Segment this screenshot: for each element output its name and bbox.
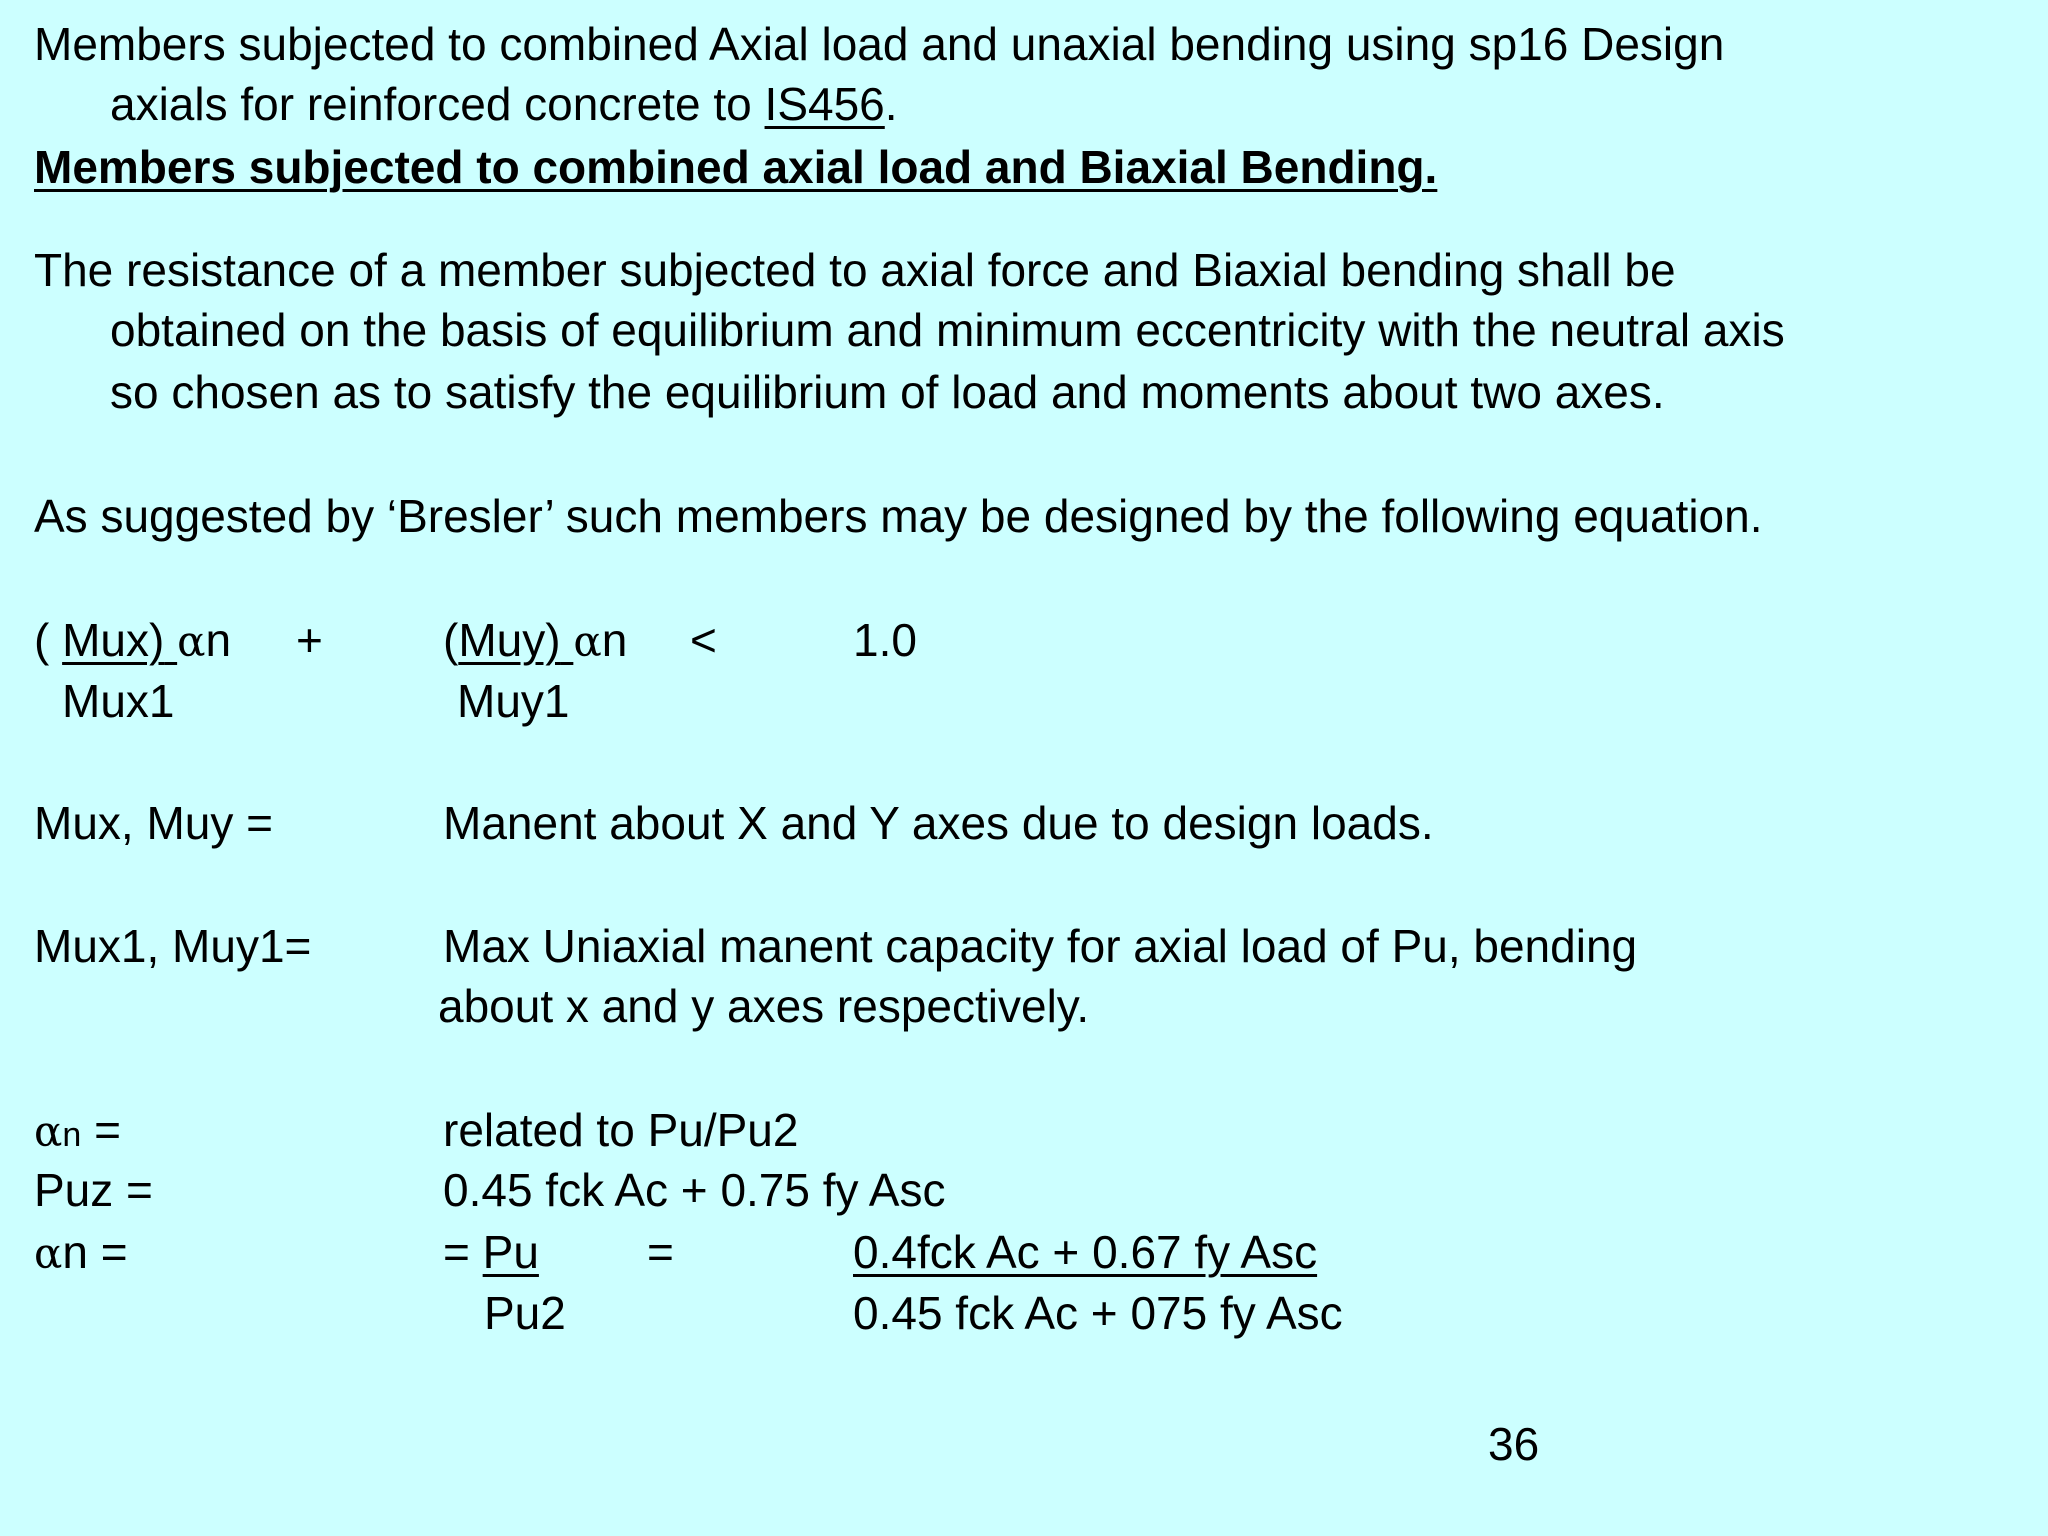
equation-space <box>164 614 177 666</box>
definition-5-fraction-numerator: 0.4fck Ac + 0.67 fy Asc <box>853 1226 1318 1278</box>
equation-denominator-1: Mux1 <box>62 675 175 727</box>
equation-term-2 <box>443 610 627 672</box>
equation-n-2: n <box>601 614 628 666</box>
definition-1-desc: Manent about X and Y axes due to design loads. <box>443 797 1434 849</box>
definition-5-eq-2: = <box>647 1226 674 1278</box>
definition-5-alpha: α <box>34 1229 63 1278</box>
header-line-2 <box>110 74 898 134</box>
equation-space-2 <box>561 614 574 666</box>
equation-alpha-2: α <box>573 617 602 666</box>
definition-5-term <box>34 1222 128 1284</box>
definition-3-term <box>34 1100 121 1165</box>
equation-term-1 <box>34 610 231 672</box>
equation-rhs: 1.0 <box>853 614 917 666</box>
definition-4-desc: 0.45 fck Ac + 0.75 fy Asc <box>443 1164 946 1216</box>
definition-5-numerator: Pu <box>482 1226 539 1278</box>
page-number: 36 <box>1488 1418 1540 1470</box>
definition-2-desc-line-1: Max Uniaxial manent capacity for axial load of Pu, bending <box>443 920 1638 972</box>
definition-3-n: n <box>62 1116 82 1154</box>
equation-numerator-2: Muy) <box>458 614 561 666</box>
definition-4-term: Puz = <box>34 1164 153 1216</box>
definition-1-term: Mux, Muy = <box>34 797 274 849</box>
equation-denominator-2: Muy1 <box>457 675 570 727</box>
equation-numerator-1: Mux) <box>62 614 165 666</box>
definition-5-eq-prefix: = <box>443 1226 483 1278</box>
definition-2-desc-line-2: about x and y axes respectively. <box>438 980 1090 1032</box>
definition-5-fraction-denominator: 0.45 fck Ac + 075 fy Asc <box>853 1287 1343 1339</box>
equation-n-1: n <box>205 614 232 666</box>
definition-3-eq: = <box>81 1104 121 1156</box>
definition-2-term: Mux1, Muy1= <box>34 920 312 972</box>
definition-5-denominator: Pu2 <box>484 1287 566 1339</box>
header-line-2-suffix: . <box>884 78 898 130</box>
equation-paren-2: ( <box>443 614 459 666</box>
definition-3-desc: related to Pu/Pu2 <box>443 1104 799 1156</box>
bresler-statement: As suggested by ‘Bresler’ such members may be designed by the following equation. <box>34 490 1763 542</box>
definition-3-alpha: α <box>34 1107 63 1156</box>
paragraph-line-3: so chosen as to satisfy the equilibrium of load and moments about two axes. <box>110 366 1665 418</box>
equation-less-than: < <box>690 614 717 666</box>
paragraph-line-2: obtained on the basis of equilibrium and minimum eccentricity with the neutral axis <box>110 304 1785 356</box>
is456-link: IS456 <box>764 78 885 130</box>
equation-alpha-1: α <box>177 617 206 666</box>
header-line-2-prefix: axials for reinforced concrete to <box>110 78 765 130</box>
equation-plus: + <box>296 614 323 666</box>
definition-5-n: n = <box>62 1226 128 1278</box>
equation-open-paren: ( <box>34 614 63 666</box>
header-line-1: Members subjected to combined Axial load and unaxial bending using sp16 Design <box>34 18 1725 70</box>
definition-5-ratio <box>443 1222 539 1282</box>
paragraph-line-1: The resistance of a member subjected to axial force and Biaxial bending shall be <box>34 244 1676 296</box>
section-heading: Members subjected to combined axial load and Biaxial Bending. <box>34 141 1438 193</box>
